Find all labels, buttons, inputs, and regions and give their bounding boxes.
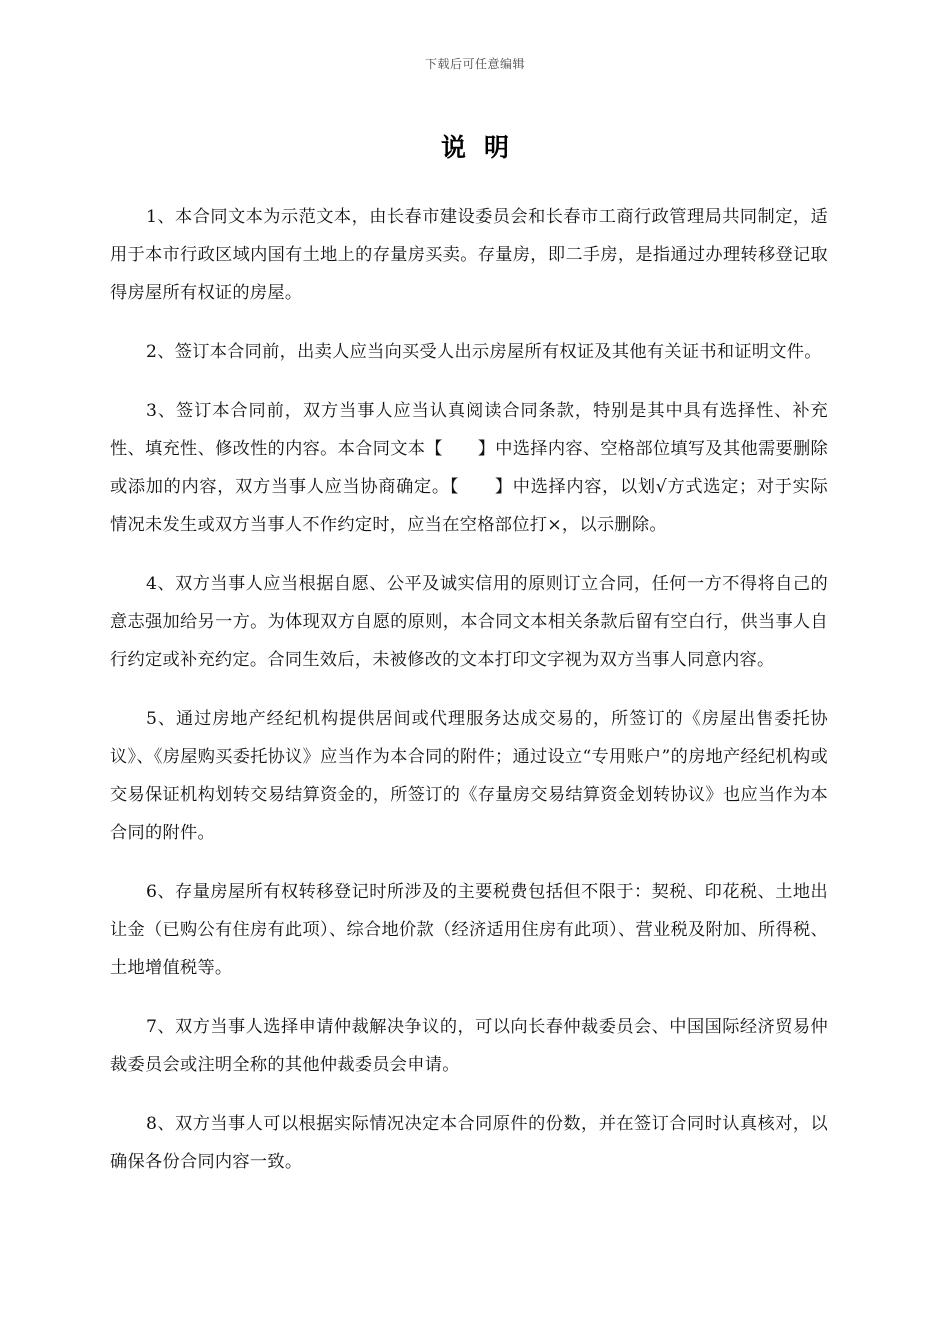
paragraph-2: 2、签订本合同前，出卖人应当向买受人出示房屋所有权证及其他有关证书和证明文件。 — [146, 342, 822, 362]
paragraph-8: 8、双方当事人可以根据实际情况决定本合同原件的份数，并在签订合同时认真核对，以确保各份合同内容一致。 — [110, 1114, 828, 1172]
header-note: 下载后可任意编辑 — [424, 57, 525, 71]
paragraph-4: 4、双方当事人应当根据自愿、公平及诚实信用的原则订立合同，任何一方不得将自己的意志强加给另一方。为体现双方自愿的原则，本合同文本相关条款后留有空白行，供当事人自行约定或补充约定。合同生效后，未被修改的文本打印文字视为双方当事人同意内容。 — [110, 574, 828, 670]
paragraph-5: 5、通过房地产经纪机构提供居间或代理服务达成交易的，所签订的《房屋出售委托协议》、《房屋购买委托协议》应当作为本合同的附件；通过设立“专用账户”的房地产经纪机构或交易保证机构划转交易结算资金的，所签订的《存量房交易结算资金划转协议》也应当作为本合同的附件。 — [110, 709, 828, 843]
paragraph-7: 7、双方当事人选择申请仲裁解决争议的，可以向长春仲裁委员会、中国国际经济贸易仲裁委员会或注明全称的其他仲裁委员会申请。 — [110, 1017, 828, 1075]
page-title: 说明 — [440, 133, 527, 162]
paragraph-1: 1、本合同文本为示范文本，由长春市建设委员会和长春市工商行政管理局共同制定，适用于本市行政区域内国有土地上的存量房买卖。存量房，即二手房，是指通过办理转移登记取得房屋所有权证的房屋。 — [110, 207, 828, 303]
paragraph-6: 6、存量房屋所有权转移登记时所涉及的主要税费包括但不限于：契税、印花税、土地出让金（已购公有住房有此项）、综合地价款（经济适用住房有此项）、营业税及附加、所得税、土地增值税等。 — [110, 882, 828, 978]
paragraph-3: 3、签订本合同前，双方当事人应当认真阅读合同条款，特别是其中具有选择性、补充性、填充性、修改性的内容。本合同文本【 】中选择内容、空格部位填写及其他需要删除或添加的内容，双方当事人应当协商确定。【 】中选择内容，以划√方式选定；对于实际情况未发生或双方当事人不作约定时，应当在空格部位打×，以示删除。 — [110, 401, 828, 535]
document-body — [110, 198, 828, 1202]
